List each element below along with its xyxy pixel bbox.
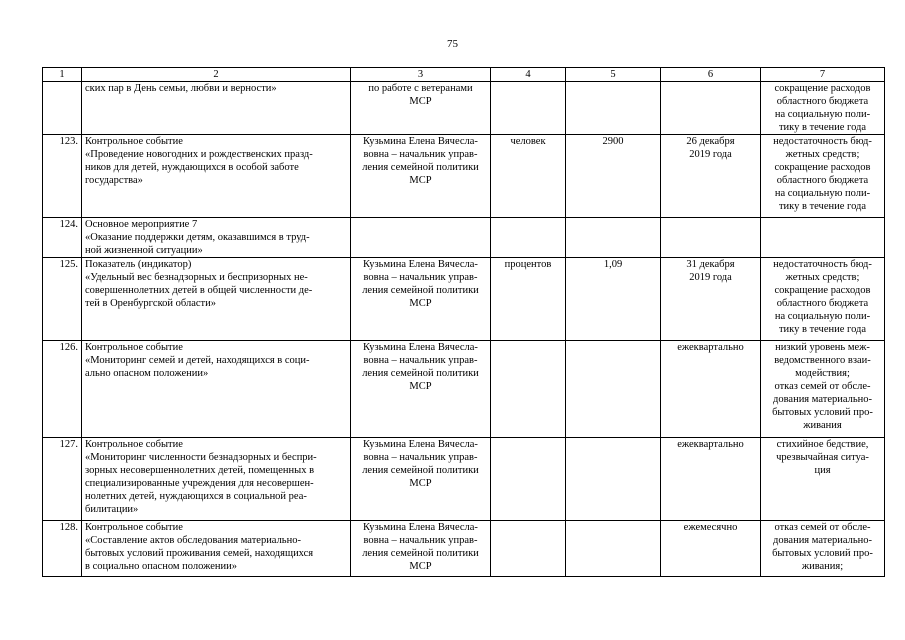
table-row [43,218,885,258]
value-cell [566,218,661,258]
deadline-line: ежеквартально [677,342,744,353]
event-name-line: Основное мероприятие 7 [85,219,198,230]
responsible-person-line: ления семейной политики [362,465,479,476]
risk-line: низкий уровень меж- [775,342,870,353]
risk-line: тику в течение года [778,201,867,212]
risk-cell [761,218,885,258]
risk-line: областного бюджета [776,96,869,107]
responsible-person-line: Кузьмина Елена Вячесла- [363,439,478,450]
event-name-line: тей в Оренбургской области» [85,298,217,309]
risk-line: модействия; [795,368,850,379]
unit-cell: человек [491,135,566,218]
unit-cell [491,82,566,135]
risk-line: дования материально- [773,535,872,546]
deadline-cell [661,341,761,438]
unit-cell [491,521,566,577]
responsible-person-line: ления семейной политики [362,368,479,379]
column-number-header-row [43,68,885,82]
risk-line: стихийное бедствие, [776,439,869,450]
event-name-line: Контрольное событие [85,522,183,533]
column-header: 3 [351,68,491,82]
deadline-cell [661,135,761,218]
responsible-person-line: вовна – начальник управ- [363,355,478,366]
event-name-cell [82,135,351,218]
activity-plan-table [42,67,885,577]
risk-line: жетных средств; [785,272,860,283]
column-header: 2 [82,68,351,82]
event-name-line: билитации» [85,504,139,515]
responsible-person-cell [351,438,491,521]
table-row [43,438,885,521]
page-number: 75 [447,38,458,50]
risk-cell [761,82,885,135]
risk-cell [761,258,885,341]
value-cell [566,438,661,521]
risk-line: ведомственного взаи- [774,355,871,366]
risk-cell [761,438,885,521]
risk-line: ция [814,465,831,476]
responsible-person-line: Кузьмина Елена Вячесла- [363,342,478,353]
table-row [43,341,885,438]
event-name-line: «Мониторинг численности безнадзорных и беспри- [85,452,317,463]
responsible-person-line: по работе с ветеранами [368,83,473,94]
responsible-person-line: вовна – начальник управ- [363,535,478,546]
risk-line: на социальную поли- [774,188,871,199]
deadline-line: 26 декабря [686,136,735,147]
risk-line: жетных средств; [785,149,860,160]
responsible-person-cell [351,82,491,135]
value-cell: 2900 [566,135,661,218]
risk-line: живания; [801,561,844,572]
unit-cell: процентов [491,258,566,341]
event-name-line: ников для детей, нуждающихся в особой заботе [85,162,299,173]
table-row [43,258,885,341]
risk-line: отказ семей от обсле- [774,381,871,392]
responsible-person-line: МСР [409,175,432,186]
risk-line: дования материально- [773,394,872,405]
event-name-line: государства» [85,175,143,186]
column-header: 4 [491,68,566,82]
row-number-cell: 125. [43,258,82,341]
event-name-cell [82,438,351,521]
deadline-cell [661,218,761,258]
value-cell [566,521,661,577]
event-name-line: ной жизненной ситуации» [85,245,203,256]
risk-line: отказ семей от обсле- [774,522,871,533]
event-name-cell [82,341,351,438]
responsible-person-line: ления семейной политики [362,162,479,173]
risk-line: тику в течение года [778,324,867,335]
risk-line: бытовых условий про- [772,548,873,559]
responsible-person-line: ления семейной политики [362,548,479,559]
deadline-cell [661,258,761,341]
event-name-line: Контрольное событие [85,342,183,353]
event-name-cell [82,82,351,135]
responsible-person-line: МСР [409,298,432,309]
responsible-person-line: Кузьмина Елена Вячесла- [363,136,478,147]
risk-line: сокращение расходов [774,162,871,173]
value-cell: 1,09 [566,258,661,341]
responsible-person-line: МСР [409,561,432,572]
responsible-person-line: МСР [409,478,432,489]
risk-cell [761,521,885,577]
row-number-cell: 124. [43,218,82,258]
event-name-line: совершеннолетних детей в общей численности де- [85,285,313,296]
unit-cell [491,218,566,258]
event-name-cell [82,218,351,258]
column-header: 5 [566,68,661,82]
event-name-cell [82,258,351,341]
event-name-line: «Удельный вес безнадзорных и беспризорных не- [85,272,308,283]
column-header: 1 [43,68,82,82]
responsible-person-cell [351,521,491,577]
column-header: 6 [661,68,761,82]
risk-cell [761,341,885,438]
event-name-line: ально опасном положении» [85,368,209,379]
event-name-cell [82,521,351,577]
responsible-person-line: Кузьмина Елена Вячесла- [363,259,478,270]
deadline-line: 2019 года [689,149,732,160]
event-name-line: «Оказание поддержки детям, оказавшимся в труд- [85,232,310,243]
risk-line: недостаточность бюд- [773,259,872,270]
deadline-cell [661,521,761,577]
deadline-line: 31 декабря [686,259,735,270]
risk-line: сокращение расходов [774,285,871,296]
responsible-person-cell [351,258,491,341]
responsible-person-line: МСР [409,96,432,107]
responsible-person-line: Кузьмина Елена Вячесла- [363,522,478,533]
event-name-line: зорных несовершеннолетних детей, помещенных в [85,465,315,476]
deadline-line: 2019 года [689,272,732,283]
value-cell [566,82,661,135]
event-name-line: «Мониторинг семей и детей, находящихся в соци- [85,355,310,366]
risk-line: на социальную поли- [774,109,871,120]
responsible-person-cell [351,341,491,438]
deadline-line: ежемесячно [683,522,738,533]
row-number-cell: 128. [43,521,82,577]
unit-cell [491,438,566,521]
responsible-person-line: ления семейной политики [362,285,479,296]
event-name-line: Показатель (индикатор) [85,259,192,270]
row-number-cell: 126. [43,341,82,438]
event-name-line: нолетних детей, нуждающихся в социальной реа- [85,491,307,502]
responsible-person-cell [351,135,491,218]
responsible-person-cell [351,218,491,258]
risk-line: сокращение расходов [774,83,871,94]
responsible-person-line: вовна – начальник управ- [363,452,478,463]
risk-line: областного бюджета [776,175,869,186]
column-header: 7 [761,68,885,82]
event-name-line: «Составление актов обследования материально- [85,535,301,546]
event-name-line: Контрольное событие [85,136,183,147]
event-name-line: специализированные учреждения для несовершен- [85,478,314,489]
event-name-line: «Проведение новогодних и рождественских празд- [85,149,313,160]
row-number-cell [43,82,82,135]
risk-line: областного бюджета [776,298,869,309]
event-name-line: ских пар в День семьи, любви и верности» [85,83,277,94]
table-row [43,135,885,218]
row-number-cell: 127. [43,438,82,521]
responsible-person-line: вовна – начальник управ- [363,272,478,283]
value-cell [566,341,661,438]
row-number-cell: 123. [43,135,82,218]
deadline-line: ежеквартально [677,439,744,450]
event-name-line: в социально опасном положении» [85,561,237,572]
table-row [43,82,885,135]
risk-line: тику в течение года [778,122,867,133]
deadline-cell [661,82,761,135]
risk-line: недостаточность бюд- [773,136,872,147]
risk-line: на социальную поли- [774,311,871,322]
unit-cell [491,341,566,438]
table-row [43,521,885,577]
risk-line: бытовых условий про- [772,407,873,418]
risk-cell [761,135,885,218]
responsible-person-line: вовна – начальник управ- [363,149,478,160]
deadline-cell [661,438,761,521]
event-name-line: Контрольное событие [85,439,183,450]
responsible-person-line: МСР [409,381,432,392]
risk-line: чрезвычайная ситуа- [776,452,869,463]
event-name-line: бытовых условий проживания семей, находящихся [85,548,314,559]
risk-line: живания [803,420,842,431]
